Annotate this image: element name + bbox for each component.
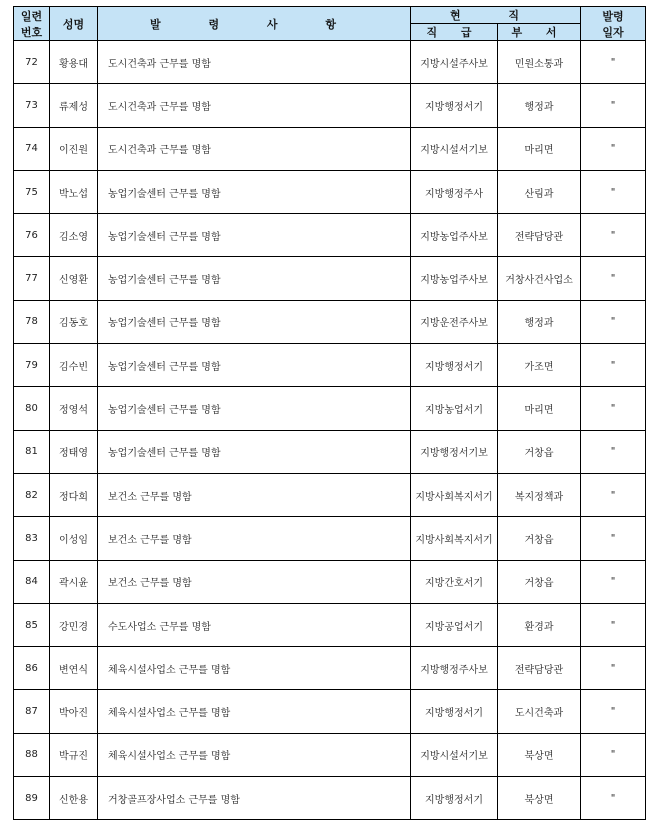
cell-rank: 지방간호서기 [411,560,498,603]
cell-serial: 72 [14,41,50,84]
header-serial-line2: 번호 [20,25,43,39]
header-name: 성명 [50,7,98,41]
cell-dept: 복지정책과 [498,473,581,516]
header-date-line1: 발령 [602,9,624,23]
cell-dept: 전략담당관 [498,647,581,690]
cell-serial: 75 [14,170,50,213]
cell-date: " [581,170,646,213]
header-current-position: 현 직 [411,7,581,24]
cell-dept: 거창읍 [498,517,581,560]
cell-date: " [581,300,646,343]
cell-task: 도시건축과 근무를 명함 [98,41,411,84]
cell-name: 정영석 [50,387,98,430]
cell-date: " [581,387,646,430]
table-body [14,41,646,820]
cell-rank: 지방행정서기 [411,344,498,387]
cell-dept: 가조면 [498,344,581,387]
cell-name: 김수빈 [50,344,98,387]
cell-serial: 78 [14,300,50,343]
cell-task: 농업기술센터 근무를 명함 [98,430,411,473]
cell-name: 이성임 [50,517,98,560]
cell-date: " [581,647,646,690]
personnel-table-wrapper [13,6,646,820]
cell-serial: 89 [14,777,50,820]
table-row [14,170,646,213]
table-row [14,603,646,646]
cell-serial: 80 [14,387,50,430]
header-date [581,7,646,41]
cell-dept: 행정과 [498,300,581,343]
cell-task: 체육시설사업소 근무를 명함 [98,733,411,776]
cell-serial: 82 [14,473,50,516]
cell-name: 강민경 [50,603,98,646]
cell-rank: 지방행정서기 [411,690,498,733]
cell-date: " [581,517,646,560]
table-row [14,733,646,776]
cell-serial: 81 [14,430,50,473]
cell-dept: 거창읍 [498,560,581,603]
cell-serial: 74 [14,127,50,170]
cell-task: 농업기술센터 근무를 명함 [98,344,411,387]
cell-name: 정다희 [50,473,98,516]
cell-date: " [581,473,646,516]
cell-name: 곽시윤 [50,560,98,603]
cell-name: 황용대 [50,41,98,84]
cell-date: " [581,777,646,820]
cell-rank: 지방시설서기보 [411,127,498,170]
cell-task: 보건소 근무를 명함 [98,473,411,516]
cell-task: 농업기술센터 근무를 명함 [98,170,411,213]
cell-name: 신영환 [50,257,98,300]
cell-serial: 85 [14,603,50,646]
cell-dept: 전략담당관 [498,214,581,257]
cell-rank: 지방행정서기보 [411,430,498,473]
cell-name: 변연식 [50,647,98,690]
cell-rank: 지방시설서기보 [411,733,498,776]
cell-name: 류제성 [50,84,98,127]
table-row [14,257,646,300]
cell-dept: 도시건축과 [498,690,581,733]
table-row [14,387,646,430]
cell-rank: 지방사회복지서기 [411,517,498,560]
header-serial [14,7,50,41]
cell-date: " [581,257,646,300]
table-row [14,777,646,820]
cell-dept: 마리면 [498,387,581,430]
cell-date: " [581,41,646,84]
table-row [14,41,646,84]
cell-serial: 84 [14,560,50,603]
cell-serial: 88 [14,733,50,776]
table-row [14,214,646,257]
cell-task: 농업기술센터 근무를 명함 [98,300,411,343]
header-task: 발 령 사 항 [98,7,411,41]
cell-dept: 행정과 [498,84,581,127]
cell-name: 박규진 [50,733,98,776]
cell-rank: 지방행정서기 [411,84,498,127]
table-row [14,473,646,516]
cell-rank: 지방농업주사보 [411,214,498,257]
cell-rank: 지방행정서기 [411,777,498,820]
cell-rank: 지방운전주사보 [411,300,498,343]
cell-date: " [581,344,646,387]
cell-date: " [581,84,646,127]
table-row [14,430,646,473]
cell-dept: 북상면 [498,777,581,820]
cell-task: 농업기술센터 근무를 명함 [98,387,411,430]
cell-name: 박노섭 [50,170,98,213]
table-row [14,300,646,343]
table-row [14,690,646,733]
table-row [14,647,646,690]
cell-name: 김소영 [50,214,98,257]
cell-serial: 83 [14,517,50,560]
cell-dept: 마리면 [498,127,581,170]
cell-date: " [581,560,646,603]
header-rank: 직 급 [411,24,498,41]
cell-serial: 76 [14,214,50,257]
cell-date: " [581,690,646,733]
cell-rank: 지방사회복지서기 [411,473,498,516]
cell-date: " [581,603,646,646]
cell-serial: 86 [14,647,50,690]
cell-serial: 79 [14,344,50,387]
table-row [14,344,646,387]
table-row [14,517,646,560]
cell-task: 도시건축과 근무를 명함 [98,127,411,170]
cell-task: 농업기술센터 근무를 명함 [98,257,411,300]
cell-rank: 지방농업서기 [411,387,498,430]
cell-rank: 지방공업서기 [411,603,498,646]
cell-name: 이진원 [50,127,98,170]
cell-dept: 거창읍 [498,430,581,473]
cell-task: 거창골프장사업소 근무를 명함 [98,777,411,820]
cell-task: 보건소 근무를 명함 [98,517,411,560]
header-serial-line1: 일련 [20,9,43,23]
cell-dept: 환경과 [498,603,581,646]
cell-task: 체육시설사업소 근무를 명함 [98,647,411,690]
cell-dept: 민원소통과 [498,41,581,84]
cell-serial: 87 [14,690,50,733]
header-dept: 부 서 [498,24,581,41]
cell-rank: 지방행정주사 [411,170,498,213]
table-row [14,560,646,603]
cell-rank: 지방시설주사보 [411,41,498,84]
cell-dept: 산림과 [498,170,581,213]
cell-name: 정태영 [50,430,98,473]
cell-name: 신한용 [50,777,98,820]
cell-rank: 지방행정주사보 [411,647,498,690]
cell-task: 체육시설사업소 근무를 명함 [98,690,411,733]
cell-task: 농업기술센터 근무를 명함 [98,214,411,257]
table-row [14,84,646,127]
cell-serial: 73 [14,84,50,127]
cell-date: " [581,430,646,473]
cell-date: " [581,214,646,257]
cell-task: 수도사업소 근무를 명함 [98,603,411,646]
cell-rank: 지방농업주사보 [411,257,498,300]
header-date-line2: 일자 [602,25,624,39]
cell-task: 보건소 근무를 명함 [98,560,411,603]
personnel-order-table [13,6,646,820]
cell-date: " [581,127,646,170]
cell-name: 김동호 [50,300,98,343]
table-header [14,7,646,41]
cell-dept: 거창사건사업소 [498,257,581,300]
cell-serial: 77 [14,257,50,300]
cell-task: 도시건축과 근무를 명함 [98,84,411,127]
cell-name: 박아진 [50,690,98,733]
table-row [14,127,646,170]
cell-dept: 북상면 [498,733,581,776]
cell-date: " [581,733,646,776]
